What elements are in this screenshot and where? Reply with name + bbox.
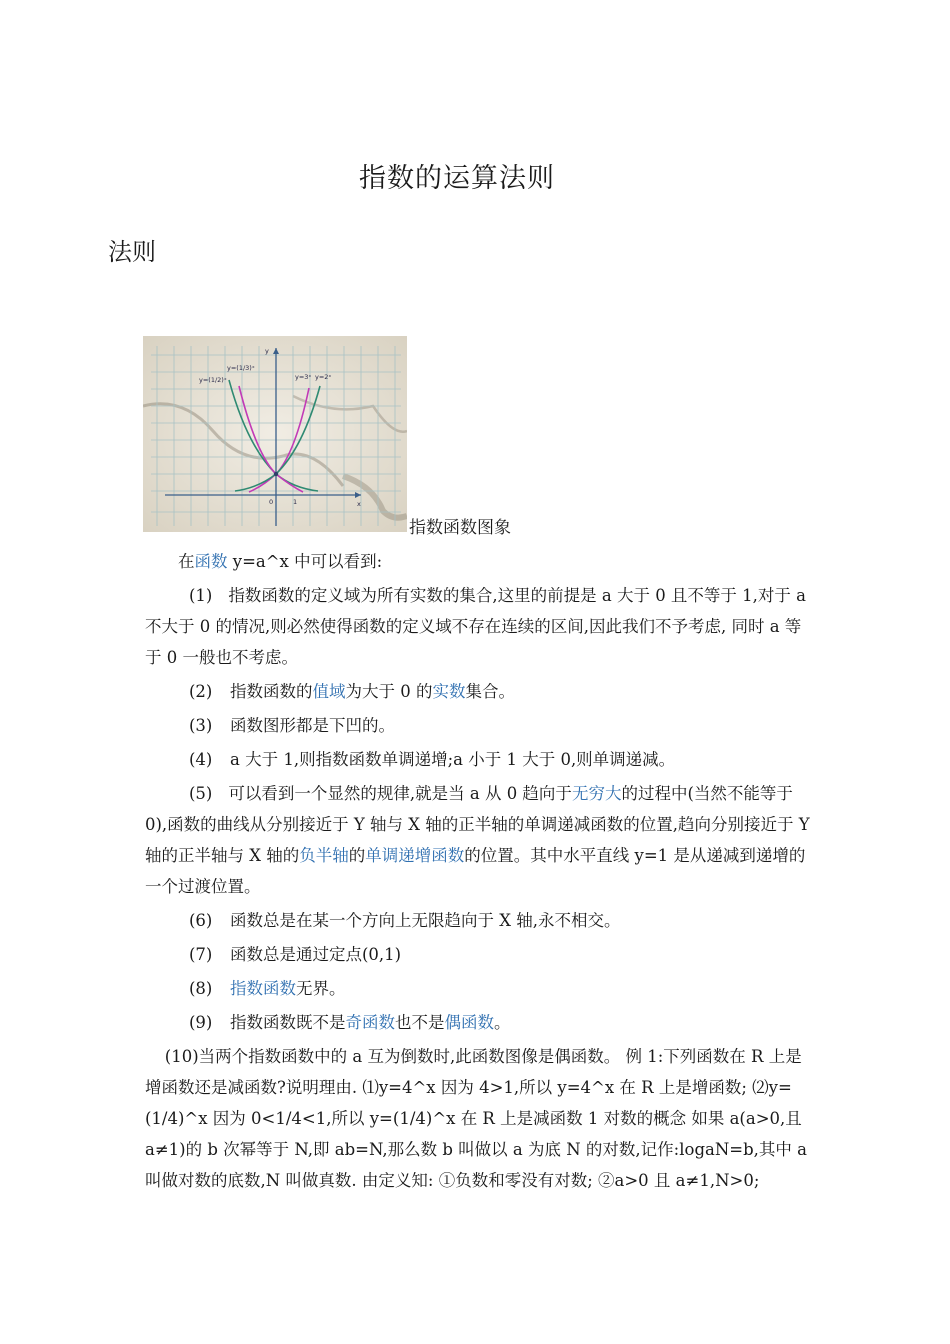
link-increasing-function[interactable]: 单调递增函数 xyxy=(365,846,465,865)
rule-item-3 xyxy=(145,710,810,741)
rule-item-1 xyxy=(145,580,810,673)
rule-text: a 大于 1,则指数函数单调递增;a 小于 1 大于 0,则单调递减。 xyxy=(230,750,676,769)
main-content xyxy=(145,546,810,1196)
rule-text: 。 xyxy=(494,1013,511,1032)
fixed-point-marker xyxy=(274,472,278,476)
rule-text: 的 xyxy=(348,846,366,865)
rule-number: (1) xyxy=(189,586,213,605)
exponential-graph xyxy=(143,336,407,532)
rule-number: (2) xyxy=(189,682,213,701)
rule-number: (9) xyxy=(189,1013,213,1032)
exponential-graph-image xyxy=(143,336,407,532)
rule-item-8 xyxy=(145,973,810,1004)
link-real-number[interactable]: 实数 xyxy=(432,682,466,701)
rule-text: 的过程中(当然不能等于 0),函数的曲线从分别接近于 Y 轴与 X 轴的正半轴的单调递减函数的位置,趋向分别接近于 Y 轴的正半轴与 X 轴的 xyxy=(145,784,810,865)
link-even-function[interactable]: 偶函数 xyxy=(444,1013,494,1032)
rule-item-2 xyxy=(145,676,810,707)
rule-item-6 xyxy=(145,905,810,936)
rule-item-7 xyxy=(145,939,810,970)
rule-text: 指数函数既不是 xyxy=(230,1013,346,1032)
rule-number: (4) xyxy=(189,750,213,769)
origin-label: 0 xyxy=(269,498,274,506)
rule-number: (5) xyxy=(189,784,213,803)
rule-number: (8) xyxy=(189,979,213,998)
rule-text: 函数总是通过定点(0,1) xyxy=(230,945,402,964)
label-curve-three: y=3ˣ xyxy=(295,373,312,381)
figure-caption: 指数函数图象 xyxy=(409,518,511,538)
rule-text: 为大于 0 的 xyxy=(345,682,433,701)
figure-background xyxy=(143,336,407,532)
link-infinity[interactable]: 无穷大 xyxy=(571,784,622,803)
rule-text: 无界。 xyxy=(296,979,346,998)
rule-text: 可以看到一个显然的规律,就是当 a 从 0 趋向于 xyxy=(228,784,572,803)
rule-number: (7) xyxy=(189,945,213,964)
y-axis-label: y xyxy=(265,347,269,355)
link-exponential-function[interactable]: 指数函数 xyxy=(230,979,296,998)
rule-text: 的位置。其中水平直线 y=1 是从递减到递增的一个过渡位置。 xyxy=(145,846,806,896)
rule-text: 也不是 xyxy=(395,1013,445,1032)
tick-one-label: 1 xyxy=(293,498,298,506)
rule-item-4 xyxy=(145,744,810,775)
rule-number: (6) xyxy=(189,911,213,930)
section-heading: 法则 xyxy=(108,238,156,266)
x-axis-label: x xyxy=(357,500,361,508)
rule-text: 指数函数的定义域为所有实数的集合,这里的前提是 a 大于 0 且不等于 1,对于 a 不大于 0 的情况,则必然使得函数的定义域不存在连续的区间,因此我们不予考虑, 同时 a 等于 0 一般也不考虑。 xyxy=(145,586,807,667)
link-negative-half-axis[interactable]: 负半轴 xyxy=(299,846,349,865)
link-function[interactable]: 函数 xyxy=(194,552,228,571)
rule-text: 指数函数的 xyxy=(230,682,313,701)
rule-text: 函数图形都是下凹的。 xyxy=(230,716,395,735)
rule-number: (3) xyxy=(189,716,213,735)
rule-text: 函数总是在某一个方向上无限趋向于 X 轴,永不相交。 xyxy=(230,911,621,930)
rule-item-9 xyxy=(145,1007,810,1038)
label-curve-half: y=(1/2)ˣ xyxy=(199,376,227,384)
link-odd-function[interactable]: 奇函数 xyxy=(345,1013,395,1032)
label-curve-two: y=2ˣ xyxy=(315,373,332,381)
label-curve-third: y=(1/3)ˣ xyxy=(227,364,255,372)
rule-text: 集合。 xyxy=(465,682,515,701)
example-paragraph: (10)当两个指数函数中的 a 互为倒数时,此函数图像是偶函数。 例 1:下列函数在 R 上是增函数还是减函数?说明理由. ⑴y=4^x 因为 4>1,所以 y=4^x 在 R 上是增函数; ⑵y=(1/4)^x 因为 0<1/4<1,所以 y=(1/4)^x 在 R 上是减函数 1 对数的概念 如果 a(a>0,且 a≠1)的 b 次幂等于 N,即 ab=N,那么数 b 叫做以 a 为底 N 的对数,记作:logaN=b,其中 a 叫做对数的底数,N 叫做真数. 由定义知: ①负数和零没有对数; ②a>0 且 a≠1,N>0; xyxy=(145,1047,807,1190)
intro-text: y=a^x 中可以看到: xyxy=(227,552,383,571)
rule-item-5 xyxy=(145,778,810,902)
link-range[interactable]: 值域 xyxy=(312,682,346,701)
page-title: 指数的运算法则 xyxy=(359,163,555,194)
intro-paragraph xyxy=(145,546,810,577)
intro-text: 在 xyxy=(178,552,195,571)
